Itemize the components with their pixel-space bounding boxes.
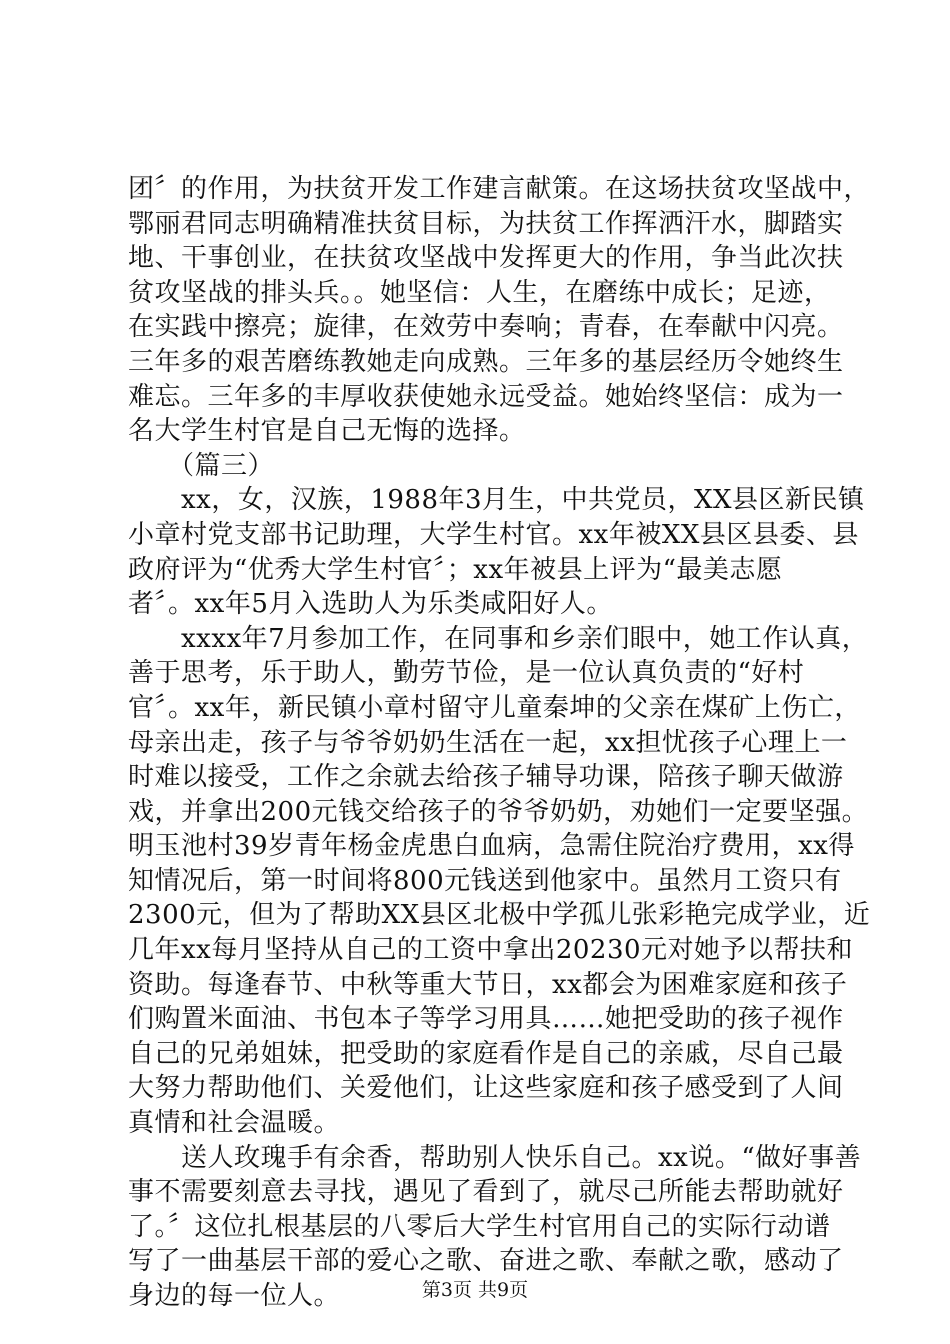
text-line: xx，女，汉族，1988年3月生，中共党员，XX县区新民镇 xyxy=(128,485,865,516)
text-line: 难忘。三年多的丰厚收获使她永远受益。她始终坚信：成为一 xyxy=(128,381,844,412)
text-line: 了。〞这位扎根基层的八零后大学生村官用自己的实际行动谱 xyxy=(128,1211,831,1242)
text-line: 时难以接受，工作之余就去给孩子辅导功课，陪孩子聊天做游 xyxy=(128,762,844,793)
text-line: 自己的兄弟姐妹，把受助的家庭看作是自己的亲戚，尽自己最 xyxy=(128,1038,844,1069)
text-line: 母亲出走，孩子与爷爷奶奶生活在一起，xx担忧孩子心理上一 xyxy=(128,727,848,758)
text-line: 写了一曲基层干部的爱心之歌、奋进之歌、奉献之歌，感动了 xyxy=(128,1246,844,1277)
text-line: 大努力帮助他们、关爱他们，让这些家庭和孩子感受到了人间 xyxy=(128,1073,844,1104)
text-line: 贫攻坚战的排头兵。。她坚信：人生，在磨练中成长；足迹， xyxy=(128,277,831,308)
text-line: xxxx年7月参加工作，在同事和乡亲们眼中，她工作认真， xyxy=(128,623,869,654)
text-line: 官〞。xx年，新民镇小章村留守儿童秦坤的父亲在煤矿上伤亡， xyxy=(128,692,861,723)
text-line: 送人玫瑰手有余香，帮助别人快乐自己。xx说。“做好事善 xyxy=(128,1142,862,1173)
text-line: 名大学生村官是自己无悔的选择。 xyxy=(128,416,526,447)
text-line: 知情况后，第一时间将800元钱送到他家中。虽然月工资只有 xyxy=(128,865,842,896)
text-line: 真情和社会温暖。 xyxy=(128,1108,341,1139)
text-line: 三年多的艰苦磨练教她走向成熟。三年多的基层经历令她终生 xyxy=(128,346,844,377)
text-line: 们购置米面油、书包本子等学习用具……她把受助的孩子视作 xyxy=(128,1004,844,1035)
text-line: 团〞的作用，为扶贫开发工作建言献策。在这场扶贫攻坚战中， xyxy=(128,174,871,204)
text-line: 善于思考，乐于助人，勤劳节俭，是一位认真负责的“好村 xyxy=(128,658,805,689)
text-line: 2300元，但为了帮助XX县区北极中学孤儿张彩艳完成学业，近 xyxy=(128,900,871,931)
text-line: 在实践中擦亮；旋律，在效劳中奏响；青春，在奉献中闪亮。 xyxy=(128,312,844,343)
text-line: 资助。每逢春节、中秋等重大节日，xx都会为困难家庭和孩子 xyxy=(128,969,848,1000)
text-line: 明玉池村39岁青年杨金虎患白血病，急需住院治疗费用，xx得 xyxy=(128,831,855,862)
text-line: 地、干事创业，在扶贫攻坚战中发挥更大的作用，争当此次扶 xyxy=(128,243,844,274)
text-line: 身边的每一位人。 xyxy=(128,1281,341,1311)
text-line: 事不需要刻意去寻找，遇见了看到了，就尽己所能去帮助就好 xyxy=(128,1177,844,1208)
text-line: 戏，并拿出200元钱交给孩子的爷爷奶奶，劝她们一定要坚强。 xyxy=(128,796,869,827)
text-line: 小章村党支部书记助理，大学生村官。xx年被XX县区县委、县 xyxy=(128,519,859,550)
text-line: 几年xx每月坚持从自己的工资中拿出20230元对她予以帮扶和 xyxy=(128,935,854,966)
document-body xyxy=(128,172,871,1314)
section-heading: （篇三） xyxy=(128,450,275,481)
text-line: 者〞。xx年5月入选助人为乐类咸阳好人。 xyxy=(128,589,613,620)
page-number-footer: 第3页 共9页 xyxy=(421,1279,529,1301)
text-line: 政府评为“优秀大学生村官〞；xx年被县上评为“最美志愿 xyxy=(128,554,783,585)
text-line: 鄂丽君同志明确精准扶贫目标，为扶贫工作挥洒汗水，脚踏实 xyxy=(128,208,844,239)
